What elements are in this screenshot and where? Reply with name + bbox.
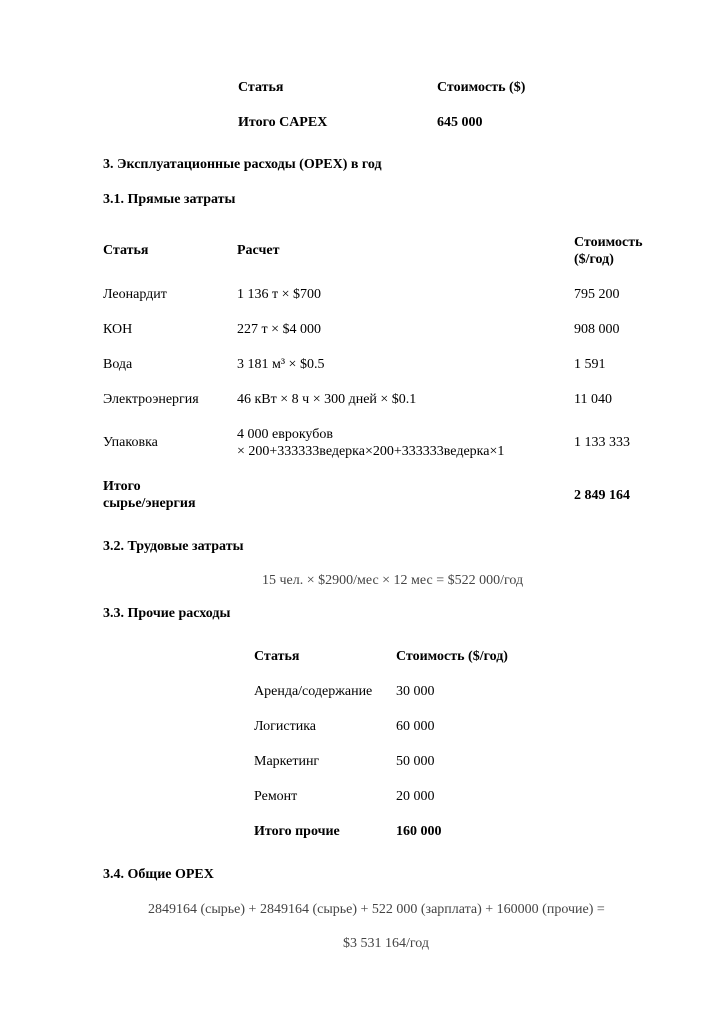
direct-total-label-line2: сырье/энергия — [103, 496, 196, 511]
other-row-item: Ремонт — [254, 789, 298, 804]
other-total-value: 160 000 — [396, 824, 442, 839]
capex-header-item: Статья — [238, 80, 284, 95]
labor-costs-title: 3.2. Трудовые затраты — [103, 539, 244, 554]
direct-row-calc: 46 кВт × 8 ч × 300 дней × $0.1 — [237, 392, 417, 407]
direct-row-cost: 1 133 333 — [574, 435, 630, 450]
direct-row-cost: 11 040 — [574, 392, 612, 407]
other-header-cost: Стоимость ($/год) — [396, 649, 508, 664]
direct-total-label-line1: Итого — [103, 479, 141, 494]
direct-header-cost-line1: Стоимость — [574, 235, 643, 250]
direct-header-cost-line2: ($/год) — [574, 252, 614, 267]
opex-section-title: 3. Эксплуатационные расходы (OPEX) в год — [103, 157, 382, 172]
direct-row-cost: 908 000 — [574, 322, 620, 337]
other-costs-title: 3.3. Прочие расходы — [103, 606, 231, 621]
capex-total-value: 645 000 — [437, 115, 483, 130]
direct-total-value: 2 849 164 — [574, 488, 630, 503]
direct-row-item: КОН — [103, 322, 133, 337]
other-row-cost: 20 000 — [396, 789, 435, 804]
capex-total-label: Итого CAPEX — [238, 115, 328, 130]
other-total-label: Итого прочие — [254, 824, 340, 839]
direct-row-calc-line1: 4 000 еврокубов — [237, 427, 333, 442]
other-header-item: Статья — [254, 649, 300, 664]
direct-row-item: Вода — [103, 357, 133, 372]
other-row-cost: 50 000 — [396, 754, 435, 769]
direct-row-cost: 795 200 — [574, 287, 620, 302]
capex-header-cost: Стоимость ($) — [437, 80, 526, 95]
direct-costs-title: 3.1. Прямые затраты — [103, 192, 236, 207]
direct-row-calc: 1 136 т × $700 — [237, 287, 322, 302]
labor-formula: 15 чел. × $2900/мес × 12 мес = $522 000/год — [262, 573, 524, 588]
total-opex-title: 3.4. Общие OPEX — [103, 867, 214, 882]
direct-row-item: Упаковка — [103, 435, 158, 450]
direct-row-calc: 3 181 м³ × $0.5 — [237, 357, 325, 372]
direct-row-calc-line2: × 200+333333ведерка×200+333333ведерка×1 — [237, 444, 505, 459]
other-row-cost: 30 000 — [396, 684, 435, 699]
direct-header-calc: Расчет — [237, 243, 280, 258]
total-opex-formula: 2849164 (сырье) + 2849164 (сырье) + 522 000 (зарплата) + 160000 (прочие) = — [148, 902, 605, 917]
direct-row-item: Леонардит — [103, 287, 167, 302]
other-row-item: Маркетинг — [254, 754, 320, 769]
direct-row-calc: 227 т × $4 000 — [237, 322, 322, 337]
direct-header-item: Статья — [103, 243, 149, 258]
other-row-cost: 60 000 — [396, 719, 435, 734]
direct-row-cost: 1 591 — [574, 357, 606, 372]
direct-row-item: Электроэнергия — [103, 392, 199, 407]
other-row-item: Аренда/содержание — [254, 684, 373, 699]
other-row-item: Логистика — [254, 719, 317, 734]
total-opex-result: $3 531 164/год — [343, 936, 430, 951]
